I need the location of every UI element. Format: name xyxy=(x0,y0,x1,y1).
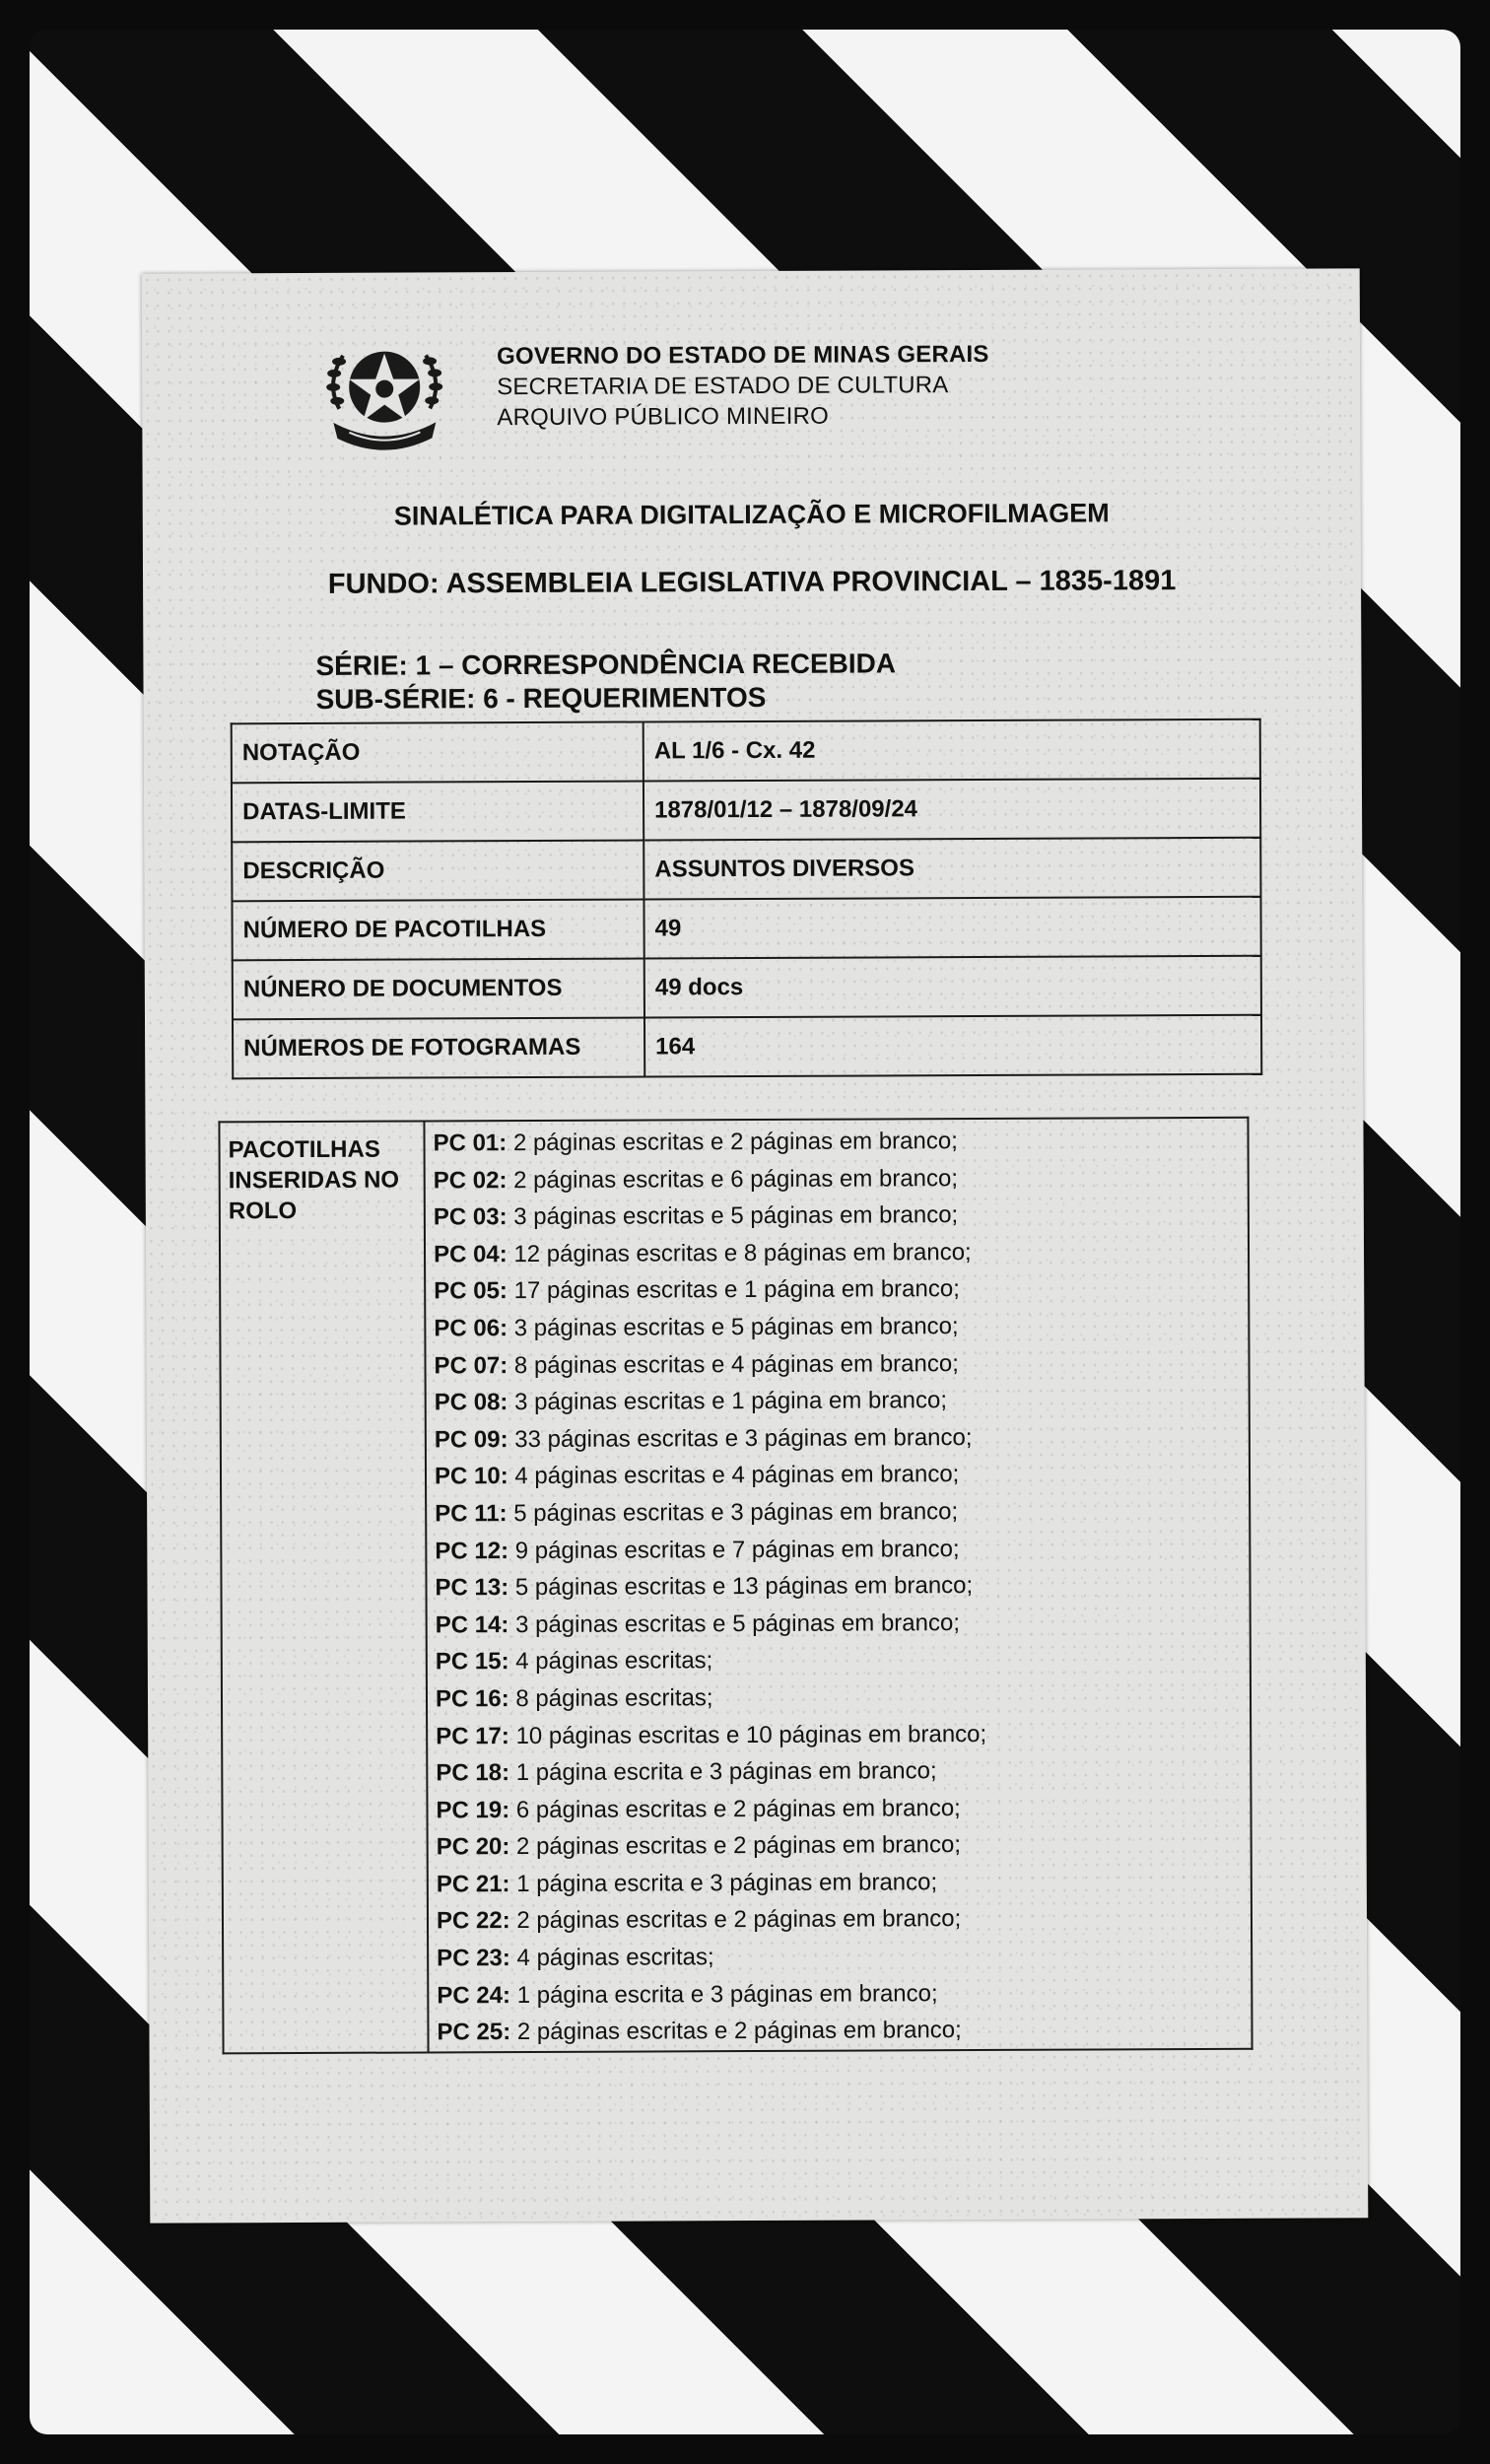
pacotilha-code: PC 08: xyxy=(434,1389,508,1416)
pacotilha-description: 8 páginas escritas; xyxy=(508,1684,713,1712)
pacotilha-code: PC 21: xyxy=(436,1870,510,1898)
table-row xyxy=(233,956,1261,1020)
pacotilha-description: 2 páginas escritas e 6 páginas em branco; xyxy=(507,1164,959,1194)
header-line-archive: ARQUIVO PÚBLICO MINEIRO xyxy=(497,402,830,432)
list-item xyxy=(434,1233,1240,1273)
metadata-value: 49 docs xyxy=(644,956,1261,1018)
list-item xyxy=(435,1566,1241,1607)
metadata-label: DATAS-LIMITE xyxy=(232,781,643,842)
pacotilha-description: 3 páginas escritas e 5 páginas em branco; xyxy=(507,1201,959,1231)
pacotilha-code: PC 25: xyxy=(437,2019,511,2046)
pacotilha-code: PC 05: xyxy=(434,1277,508,1305)
list-item xyxy=(436,1751,1242,1792)
pacotilha-code: PC 10: xyxy=(434,1463,508,1490)
pacotilha-description: 3 páginas escritas e 1 página em branco; xyxy=(508,1387,948,1416)
pacotilha-code: PC 11: xyxy=(435,1500,508,1528)
list-item xyxy=(436,1789,1242,1829)
pacotilha-code: PC 06: xyxy=(434,1315,508,1342)
table-row xyxy=(232,719,1260,784)
metadata-value: ASSUNTOS DIVERSOS xyxy=(643,838,1260,900)
pacotilha-description: 1 página escrita e 3 páginas em branco; xyxy=(509,1979,938,2009)
pacotilha-code: PC 12: xyxy=(435,1537,509,1564)
list-item xyxy=(434,1343,1240,1384)
pacotilha-code: PC 20: xyxy=(436,1833,510,1861)
table-row xyxy=(232,838,1260,902)
metadata-table xyxy=(231,719,1263,1080)
metadata-label: NÚNERO DE DOCUMENTOS xyxy=(233,958,644,1019)
list-item xyxy=(434,1307,1240,1347)
list-item xyxy=(437,1937,1243,1977)
pacotilha-code: PC 04: xyxy=(433,1240,508,1268)
pacotilha-description: 4 páginas escritas; xyxy=(508,1647,713,1676)
pacotilha-code: PC 15: xyxy=(435,1648,509,1676)
list-item xyxy=(436,1640,1242,1680)
list-item xyxy=(435,1529,1241,1569)
pacotilha-code: PC 14: xyxy=(435,1610,509,1639)
pacotilha-description: 1 página escrita e 3 páginas em branco; xyxy=(509,1869,938,1897)
pacotilha-description: 12 páginas escritas e 8 páginas em branco; xyxy=(507,1238,972,1267)
list-item xyxy=(433,1122,1239,1162)
metadata-label: DESCRIÇÃO xyxy=(232,840,643,901)
pacotilha-code: PC 18: xyxy=(436,1759,510,1787)
header-line-government: GOVERNO DO ESTADO DE MINAS GERAIS xyxy=(497,340,989,371)
pacotilha-code: PC 16: xyxy=(435,1684,509,1713)
pacotilha-code: PC 03: xyxy=(433,1203,508,1231)
list-item xyxy=(435,1418,1241,1459)
list-item xyxy=(434,1269,1240,1310)
list-item xyxy=(437,1825,1243,1866)
minas-gerais-coat-of-arms-icon xyxy=(319,339,450,454)
pacotilha-description: 3 páginas escritas e 5 páginas em branco; xyxy=(508,1313,959,1342)
pacotilha-description: 2 páginas escritas e 2 páginas em branco; xyxy=(510,2017,962,2046)
pacotilha-description: 17 páginas escritas e 1 página em branco; xyxy=(507,1275,960,1305)
serie-heading: SÉRIE: 1 – CORRESPONDÊNCIA RECEBIDA xyxy=(315,648,897,681)
pacotilha-code: PC 07: xyxy=(434,1351,508,1379)
metadata-label: NOTAÇÃO xyxy=(232,721,643,783)
pacotilha-description: 2 páginas escritas e 2 páginas em branco; xyxy=(509,1831,962,1861)
metadata-value: 1878/01/12 – 1878/09/24 xyxy=(643,779,1260,841)
metadata-value: 164 xyxy=(644,1015,1261,1077)
pacotilha-code: PC 02: xyxy=(433,1166,508,1195)
list-item xyxy=(437,1974,1243,2015)
pacotilha-description: 9 páginas escritas e 7 páginas em branco; xyxy=(508,1535,960,1564)
subserie-heading: SUB-SÉRIE: 6 - REQUERIMENTOS xyxy=(315,681,767,715)
pacotilhas-list xyxy=(424,1118,1252,2052)
metadata-label: NÚMEROS DE FOTOGRAMAS xyxy=(233,1017,644,1078)
pacotilha-description: 2 páginas escritas e 2 páginas em branco; xyxy=(509,1905,962,1935)
pacotilha-code: PC 22: xyxy=(436,1907,510,1935)
pacotilha-code: PC 09: xyxy=(434,1425,508,1454)
list-item xyxy=(434,1196,1240,1236)
pacotilha-code: PC 01: xyxy=(433,1129,508,1157)
header-line-secretariat: SECRETARIA DE ESTADO DE CULTURA xyxy=(497,372,949,401)
series-block xyxy=(315,647,896,717)
pacotilha-description: 8 páginas escritas e 4 páginas em branco; xyxy=(508,1349,959,1379)
pacotilha-code: PC 23: xyxy=(437,1945,510,1972)
table-row xyxy=(232,897,1260,961)
pacotilha-description: 6 páginas escritas e 2 páginas em branco; xyxy=(509,1794,961,1823)
list-item xyxy=(435,1381,1241,1421)
pacotilha-code: PC 19: xyxy=(436,1796,510,1824)
table-row xyxy=(232,779,1260,843)
table-row xyxy=(219,1118,1252,2053)
metadata-label: NÚMERO DE PACOTILHAS xyxy=(232,899,643,960)
pacotilha-description: 5 páginas escritas e 13 páginas em branco; xyxy=(508,1572,974,1602)
table-row xyxy=(233,1015,1261,1079)
pacotilha-description: 4 páginas escritas; xyxy=(509,1944,714,1972)
list-item xyxy=(437,2011,1243,2051)
list-item xyxy=(436,1714,1242,1754)
institution-header xyxy=(497,339,989,433)
pacotilha-description: 2 páginas escritas e 2 páginas em branco; xyxy=(507,1128,958,1157)
pacotilhas-label: PACOTILHAS INSERIDAS NO ROLO xyxy=(219,1121,428,2053)
document-title: SINALÉTICA PARA DIGITALIZAÇÃO E MICROFILMAGEM xyxy=(393,498,1110,531)
pacotilha-code: PC 24: xyxy=(437,1981,511,2010)
pacotilha-code: PC 13: xyxy=(435,1574,509,1602)
pacotilha-description: 3 páginas escritas e 5 páginas em branco; xyxy=(508,1608,961,1638)
pacotilha-description: 33 páginas escritas e 3 páginas em branco; xyxy=(508,1423,973,1453)
pacotilha-description: 4 páginas escritas e 4 páginas em branco; xyxy=(508,1461,960,1490)
fundo-heading: FUNDO: ASSEMBLEIA LEGISLATIVA PROVINCIAL – 1835-1891 xyxy=(327,565,1177,600)
metadata-value: AL 1/6 - Cx. 42 xyxy=(643,719,1260,782)
pacotilha-description: 10 páginas escritas e 10 páginas em branco; xyxy=(508,1720,987,1749)
pacotilha-description: 1 página escrita e 3 páginas em branco; xyxy=(508,1757,937,1787)
document-sheet xyxy=(142,268,1369,2223)
pacotilha-description: 5 páginas escritas e 3 páginas em branco; xyxy=(507,1498,959,1528)
pacotilhas-table xyxy=(218,1117,1253,2054)
list-item xyxy=(437,1899,1243,1940)
pacotilha-code: PC 17: xyxy=(436,1722,509,1749)
list-item xyxy=(434,1158,1240,1198)
list-item xyxy=(436,1604,1242,1644)
list-item xyxy=(436,1677,1242,1718)
list-item xyxy=(435,1455,1241,1495)
metadata-value: 49 xyxy=(643,897,1260,959)
list-item xyxy=(437,1863,1243,1903)
list-item xyxy=(435,1492,1241,1533)
